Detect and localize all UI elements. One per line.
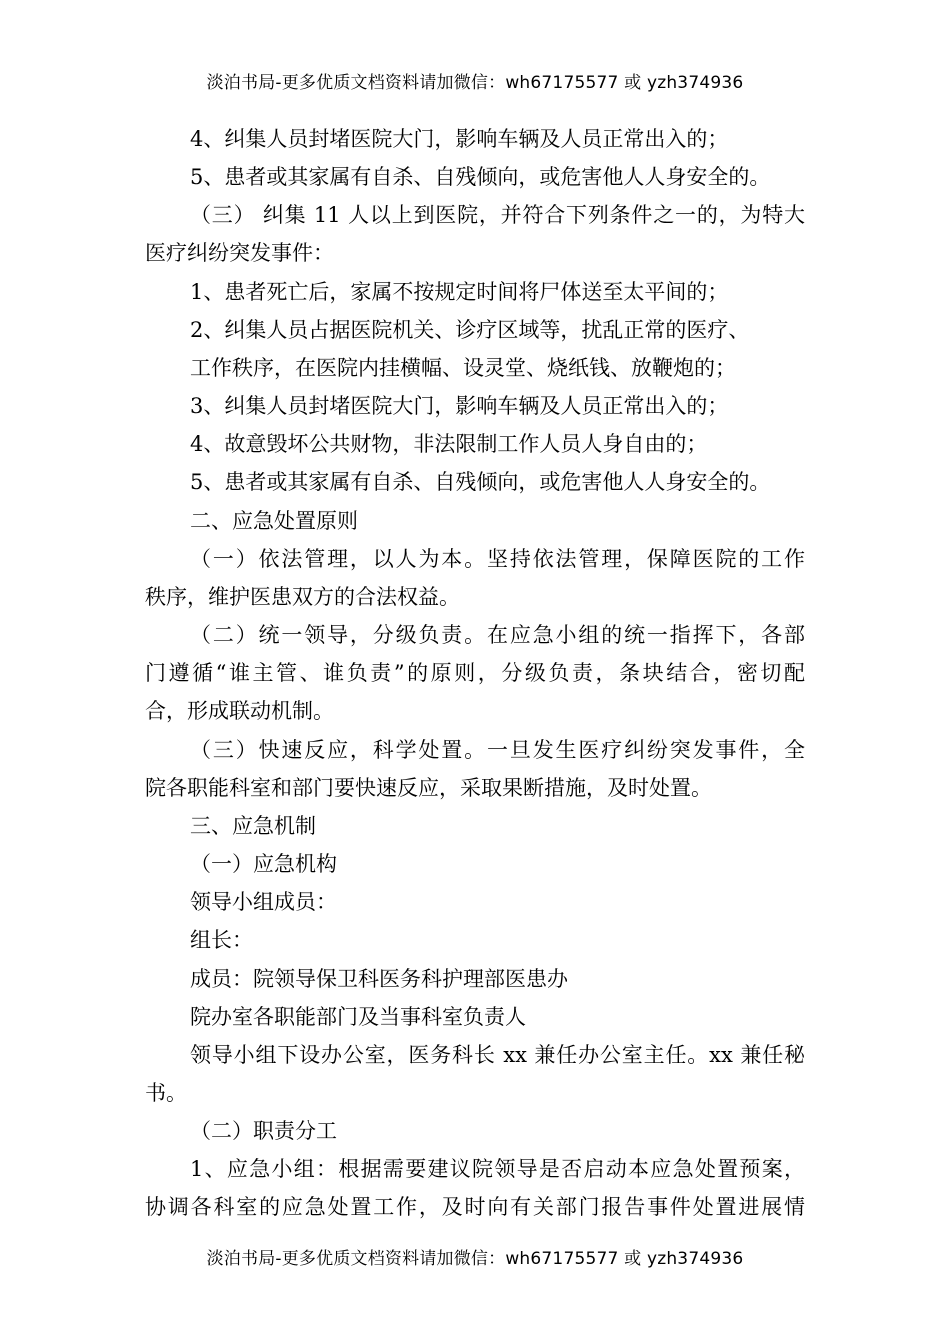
text-line: 院各职能科室和部门要快速反应，采取果断措施，及时处置。 bbox=[145, 776, 712, 800]
text-line: 工作秩序，在医院内挂横幅、设灵堂、烧纸钱、放鞭炮的； bbox=[190, 356, 736, 380]
section-heading: 二、应急处置原则 bbox=[190, 509, 358, 533]
subsection-heading: （二）职责分工 bbox=[190, 1119, 337, 1143]
text-line: （一）依法管理，以人为本。坚持依法管理，保障医院的工作 bbox=[190, 547, 805, 571]
text-line: 1、患者死亡后，家属不按规定时间将尸体送至太平间的； bbox=[190, 280, 729, 304]
subsection-heading: （一）应急机构 bbox=[190, 852, 337, 876]
text-line: 合，形成联动机制。 bbox=[145, 699, 334, 723]
text-line: 门遵循“谁主管、谁负责”的原则，分级负责，条块结合，密切配 bbox=[145, 661, 805, 685]
text-line: （三）快速反应，科学处置。一旦发生医疗纠纷突发事件，全 bbox=[190, 738, 805, 762]
text-line: 成员：院领导保卫科医务科护理部医患办 bbox=[190, 967, 568, 991]
text-line: 领导小组下设办公室，医务科长 xx 兼任办公室主任。xx 兼任秘 bbox=[190, 1043, 805, 1067]
text-line: 秩序，维护医患双方的合法权益。 bbox=[145, 585, 460, 609]
text-line: 领导小组成员： bbox=[190, 890, 337, 914]
text-line: （三） 纠集 11 人以上到医院，并符合下列条件之一的，为特大 bbox=[190, 203, 805, 227]
section-heading: 三、应急机制 bbox=[190, 814, 316, 838]
text-line: 1、应急小组：根据需要建议院领导是否启动本应急处置预案， bbox=[190, 1157, 805, 1181]
text-line: 5、患者或其家属有自杀、自残倾向，或危害他人人身安全的。 bbox=[190, 165, 771, 189]
text-line: 2、纠集人员占据医院机关、诊疗区域等，扰乱正常的医疗、 bbox=[190, 318, 750, 342]
text-line: 4、故意毁坏公共财物，非法限制工作人员人身自由的； bbox=[190, 432, 708, 456]
text-line: （二）统一领导，分级负责。在应急小组的统一指挥下，各部 bbox=[190, 623, 805, 647]
text-line: 4、纠集人员封堵医院大门，影响车辆及人员正常出入的； bbox=[190, 127, 729, 151]
text-line: 组长： bbox=[190, 928, 253, 952]
text-line: 院办室各职能部门及当事科室负责人 bbox=[190, 1005, 526, 1029]
page-footer: 淡泊书局-更多优质文档资料请加微信：wh67175577 或 yzh374936 bbox=[206, 1249, 744, 1269]
text-line: 医疗纠纷突发事件： bbox=[145, 241, 334, 265]
text-line: 5、患者或其家属有自杀、自残倾向，或危害他人人身安全的。 bbox=[190, 470, 771, 494]
page-header: 淡泊书局-更多优质文档资料请加微信：wh67175577 或 yzh374936 bbox=[206, 73, 744, 93]
text-line: 3、纠集人员封堵医院大门，影响车辆及人员正常出入的； bbox=[190, 394, 729, 418]
text-line: 书。 bbox=[145, 1081, 187, 1105]
text-line: 协调各科室的应急处置工作，及时向有关部门报告事件处置进展情 bbox=[145, 1195, 805, 1219]
